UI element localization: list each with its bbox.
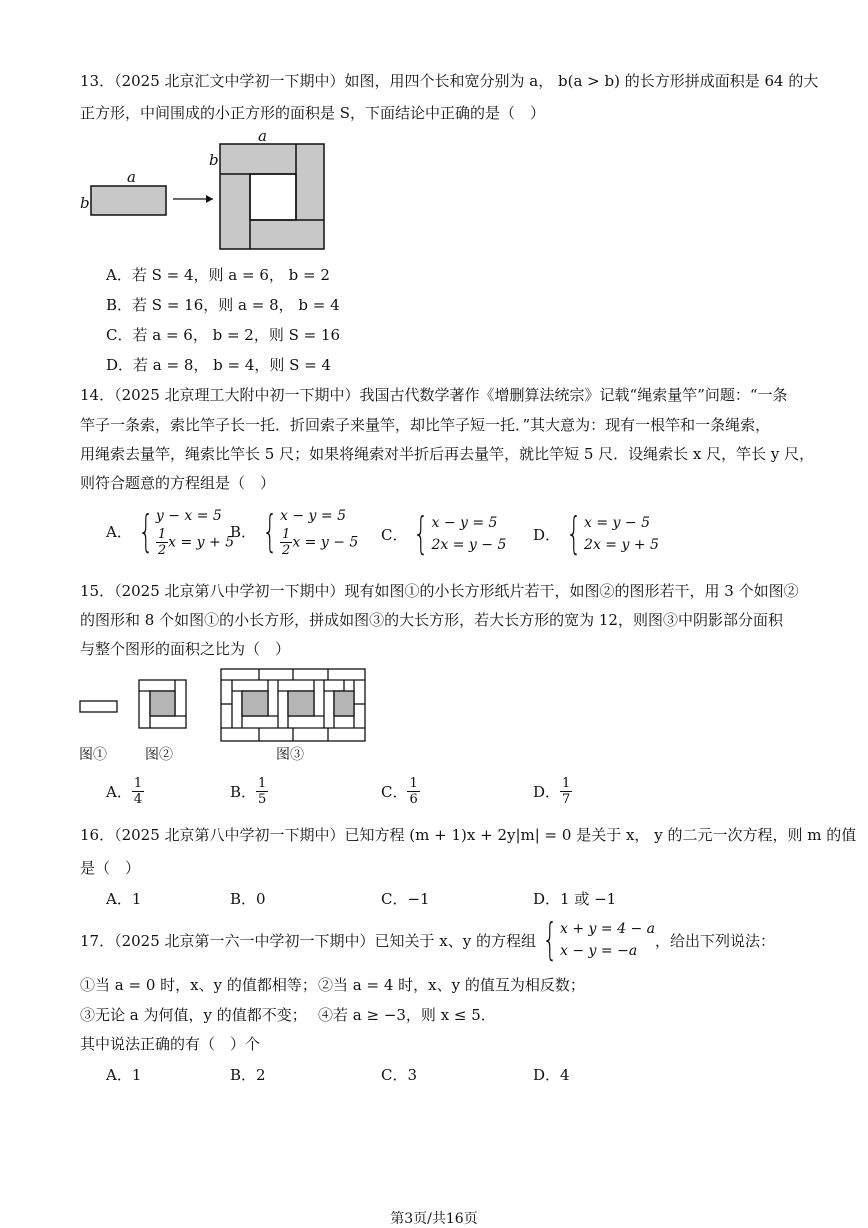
q14-a-eq2: x = y + 5: [168, 534, 235, 551]
q14-option-c: C． { x − y = 5 2x = y − 5: [381, 508, 507, 559]
q13-line1: 13．（2025 北京汇文中学初一下期中）如图，用四个长和宽分别为 a， b(a > b) 的长方形拼成面积是 64 的大: [80, 72, 819, 90]
q13-option-d: D．若 a = 8， b = 4，则 S = 4: [106, 356, 332, 374]
q15-option-c: C． $\frac{1}{6}$: [381, 776, 418, 807]
q17-line1: 17．（2025 北京第一六一中学初一下期中）已知关于 x、y 的方程组 { x + y = 4 − a x − y = −a ，给出下列说法：: [80, 914, 775, 965]
q14-option-d: D． { x = y − 5 2x = y + 5: [533, 508, 659, 559]
q17-statement-4: ④若 a ≥ −3，则 x ≤ 5．: [318, 1006, 496, 1024]
q15-option-b: B． $\frac{1}{5}$: [230, 776, 267, 807]
q17-option-b: B．2: [230, 1066, 266, 1084]
q16-option-d: D．1 或 −1: [533, 890, 617, 908]
q14-option-b: B． { x − y = 5 $\frac{1}{2}$ x = y − 5: [230, 505, 359, 558]
q14-line3: 用绳索去量竿，绳索比竿长 5 尺；如果将绳索对半折后再去量竿，就比竿短 5 尺．设绳索长 x 尺，竿长 y 尺，: [80, 445, 815, 463]
q14-b-eq1: x − y = 5: [280, 508, 347, 524]
q14-option-b-label: B．: [230, 523, 257, 541]
q13-figure: [78, 128, 338, 253]
q13-label-a-small: a: [127, 168, 136, 186]
q14-line2: 竿子一条索，索比竿子长一托．折回索子来量竿，却比竿子短一托．”其大意为：现有一根竿和一条绳索，: [80, 416, 771, 434]
q14-option-c-label: C．: [381, 525, 408, 544]
page-footer: 第3页/共16页: [390, 1211, 478, 1227]
q14-option-d-label: D．: [533, 525, 561, 544]
q15-option-a: A． $\frac{1}{4}$: [106, 776, 143, 807]
q17-line1-pre: 17．（2025 北京第一六一中学初一下期中）已知关于 x、y 的方程组: [80, 931, 537, 950]
q17-eq2: x − y = −a: [560, 943, 638, 959]
q17-statement-3: ③无论 a 为何值，y 的值都不变；: [80, 1006, 307, 1024]
q16-option-b: B．0: [230, 890, 266, 908]
q14-d-eq1: x = y − 5: [584, 515, 651, 531]
q14-d-eq2: 2x = y + 5: [584, 537, 659, 553]
q15-option-d: D． $\frac{1}{7}$: [533, 776, 571, 807]
q13-label-b-small: b: [80, 194, 90, 212]
q17-eq1: x + y = 4 − a: [560, 921, 655, 937]
q16-option-a: A．1: [106, 890, 142, 908]
q15-line1: 15．（2025 北京第八中学初一下期中）现有如图①的小长方形纸片若干，如图②的图形若干，用 3 个如图②: [80, 582, 799, 600]
q17-statement-2: ②当 a = 4 时，x、y 的值互为相反数；: [318, 976, 585, 994]
q13-option-b: B．若 S = 16，则 a = 8， b = 4: [106, 296, 340, 314]
q15-option-c-frac: $\frac{1}{6}$: [409, 776, 418, 807]
q17-option-c: C．3: [381, 1066, 418, 1084]
q15-figure: [78, 668, 368, 742]
q13-label-a-big: a: [258, 127, 267, 145]
q14-option-a-label: A．: [106, 523, 132, 541]
q14-b-eq2: x = y − 5: [292, 534, 359, 551]
q14-a-eq1: y − x = 5: [155, 508, 222, 524]
q14-line4: 则符合题意的方程组是（ ）: [80, 474, 276, 492]
q13-option-a: A．若 S = 4，则 a = 6， b = 2: [106, 266, 330, 284]
q14-line1: 14．（2025 北京理工大附中初一下期中）我国古代数学著作《增删算法统宗》记载“绳索量竿”问题：“一条: [80, 386, 788, 404]
q13-line2: 正方形，中间围成的小正方形的面积是 S，下面结论中正确的是（ ）: [80, 104, 546, 122]
q13-option-c: C．若 a = 6， b = 2，则 S = 16: [106, 326, 341, 344]
q16-line2: 是（ ）: [80, 859, 141, 877]
q15-line3: 与整个图形的面积之比为（ ）: [80, 640, 291, 658]
q17-option-d: D．4: [533, 1066, 570, 1084]
q15-option-d-frac: $\frac{1}{7}$: [562, 776, 571, 807]
q14-option-a: A． { y − x = 5 $\frac{1}{2}$ x = y + 5: [106, 505, 235, 558]
q17-statement-1: ①当 a = 0 时，x、y 的值都相等；: [80, 976, 317, 994]
q13-label-b-big: b: [209, 151, 219, 169]
q17-option-a: A．1: [106, 1066, 142, 1084]
q14-c-eq2: 2x = y − 5: [431, 537, 507, 553]
q15-fig2-label: 图②: [145, 747, 173, 763]
q15-fig3-label: 图③: [276, 747, 304, 763]
q15-fig1-label: 图①: [79, 747, 107, 763]
q15-line2: 的图形和 8 个如图①的小长方形，拼成如图③的大长方形，若大长方形的宽为 12，则图③中阴影部分面积: [80, 611, 783, 629]
q15-option-a-frac: $\frac{1}{4}$: [133, 776, 143, 807]
q16-option-c: C．−1: [381, 890, 430, 908]
q15-option-b-frac: $\frac{1}{5}$: [258, 776, 267, 807]
q14-c-eq1: x − y = 5: [431, 515, 498, 531]
q17-line1-post: ，给出下列说法：: [654, 931, 775, 950]
q16-line1: 16．（2025 北京第八中学初一下期中）已知方程 (m + 1)x + 2y|m| = 0 是关于 x， y 的二元一次方程，则 m 的值: [80, 826, 857, 844]
q17-ask: 其中说法正确的有（ ）个: [80, 1035, 261, 1053]
